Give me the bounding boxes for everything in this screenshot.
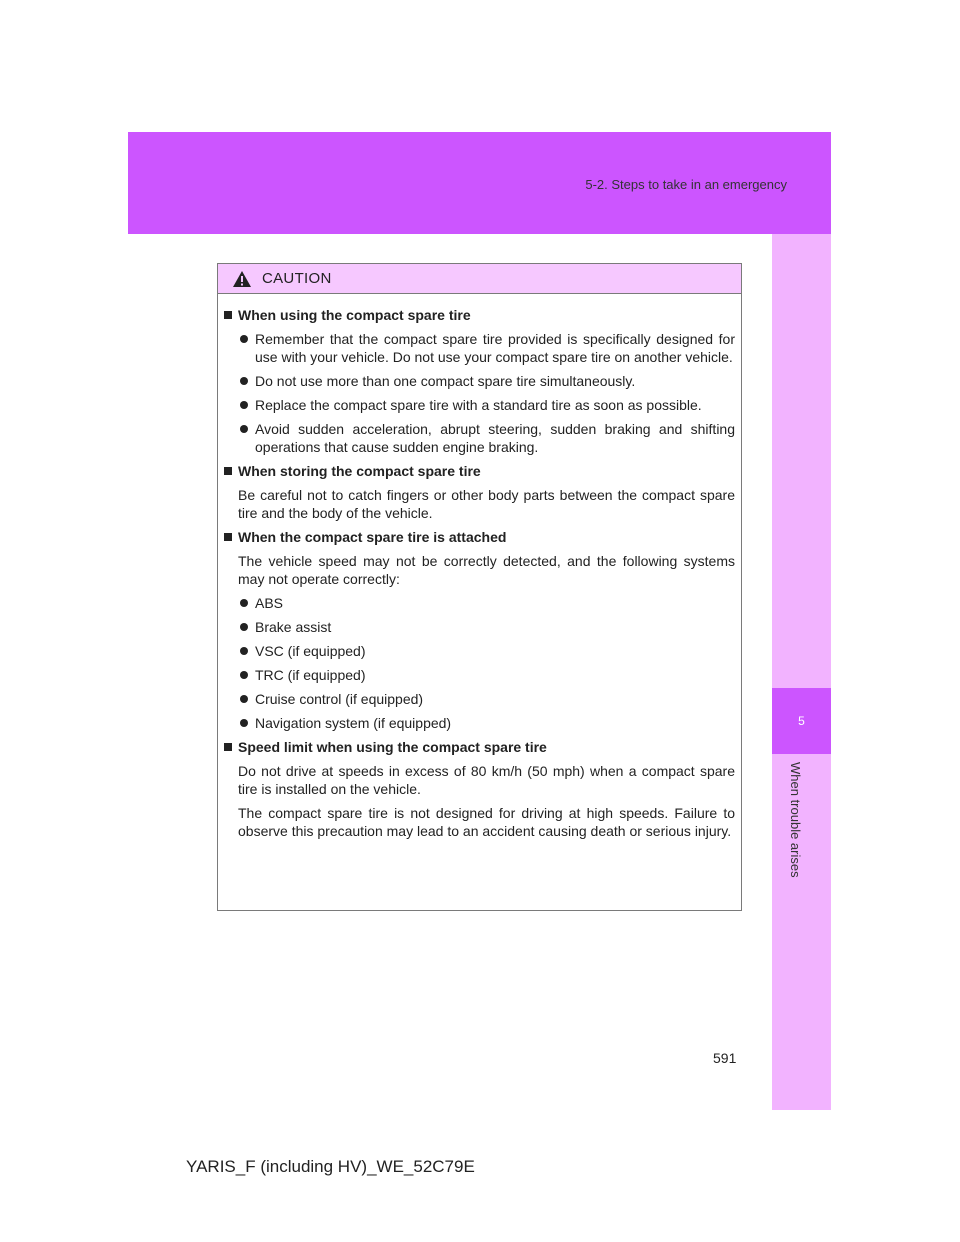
bullet-item: Remember that the compact spare tire provided is specifically designed for use with your vehicle. Do not use your compact spare tire on another vehicle. [224, 330, 735, 366]
bullet-item: VSC (if equipped) [224, 642, 735, 660]
header-band [128, 132, 831, 234]
bullet-item: ABS [224, 594, 735, 612]
chapter-label: When trouble arises [788, 762, 803, 878]
caution-box [217, 263, 742, 911]
paragraph: The compact spare tire is not designed for driving at high speeds. Failure to observe this precaution may lead to an accident causing death or serious injury. [238, 805, 735, 839]
bullet-item: Cruise control (if equipped) [224, 690, 735, 708]
paragraph: The vehicle speed may not be correctly detected, and the following systems may not operate correctly: [238, 553, 735, 587]
paragraph: Do not drive at speeds in excess of 80 km/h (50 mph) when a compact spare tire is installed on the vehicle. [238, 763, 735, 797]
section-heading: When using the compact spare tire [224, 306, 735, 324]
warning-triangle-icon [232, 270, 252, 288]
bullet-item: Navigation system (if equipped) [224, 714, 735, 732]
caution-title: CAUTION [262, 270, 332, 287]
page-number: 591 [713, 1050, 737, 1066]
caution-header [218, 264, 741, 294]
bullet-item: Do not use more than one compact spare tire simultaneously. [224, 372, 735, 390]
caution-body [218, 294, 741, 840]
section-heading: Speed limit when using the compact spare tire [224, 738, 735, 756]
section-heading: When storing the compact spare tire [224, 462, 735, 480]
paragraph: Be careful not to catch fingers or other body parts between the compact spare tire and the body of the vehicle. [238, 487, 735, 521]
chapter-side-tab [772, 234, 831, 1110]
bullet-item: Brake assist [224, 618, 735, 636]
section-label: 5-2. Steps to take in an emergency [585, 177, 787, 192]
bullet-item: TRC (if equipped) [224, 666, 735, 684]
chapter-number: 5 [772, 688, 831, 754]
document-code: YARIS_F (including HV)_WE_52C79E [186, 1157, 475, 1176]
bullet-item: Replace the compact spare tire with a standard tire as soon as possible. [224, 396, 735, 414]
section-heading: When the compact spare tire is attached [224, 528, 735, 546]
bullet-item: Avoid sudden acceleration, abrupt steering, sudden braking and shifting operations that cause sudden engine braking. [224, 420, 735, 456]
